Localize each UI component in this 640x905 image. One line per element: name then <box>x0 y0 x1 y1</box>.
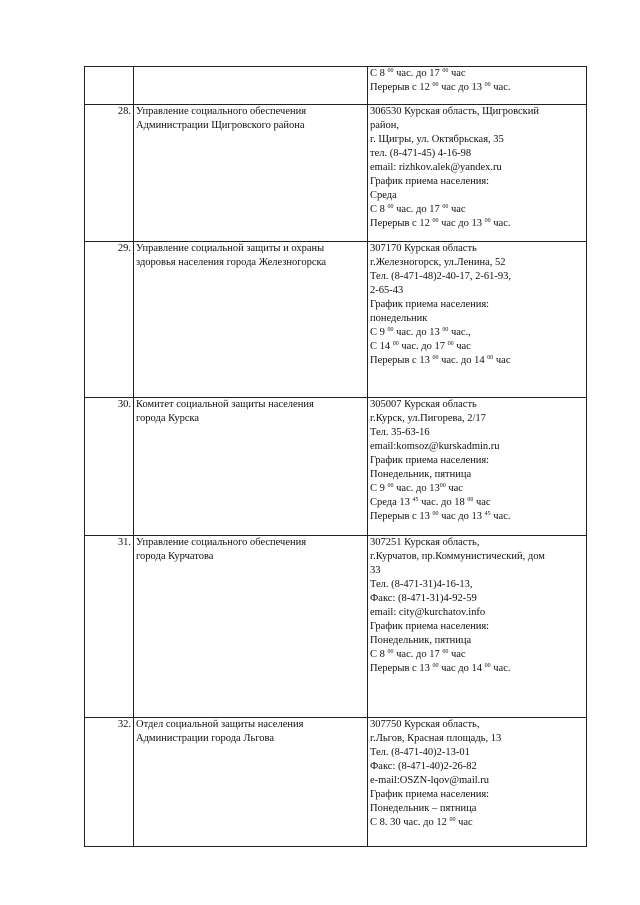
text-fragment: Перерыв с 12 <box>370 218 433 229</box>
text-fragment: час <box>448 649 466 660</box>
organization-name <box>134 536 368 718</box>
table-row <box>85 718 587 847</box>
organization-name <box>134 718 368 847</box>
text-line <box>370 105 584 119</box>
text-line <box>370 564 584 578</box>
text-fragment: час до 13 <box>438 511 485 522</box>
superscript-minutes: 00 <box>487 355 494 361</box>
text-fragment: час. до 13 <box>393 327 443 338</box>
text-line <box>370 634 584 648</box>
superscript-minutes: 00 <box>387 204 394 210</box>
text-line <box>370 816 584 830</box>
superscript-minutes: 00 <box>387 649 394 655</box>
text-line <box>370 217 584 231</box>
text-line: Управление социальной защиты и охраны <box>136 243 325 254</box>
text-line <box>370 426 584 440</box>
text-fragment: email: rizhkov.alek@yandex.ru <box>370 162 502 173</box>
text-fragment: час <box>455 817 473 828</box>
text-fragment: 307750 Курская область, <box>370 719 480 730</box>
text-fragment: Среда 13 <box>370 497 413 508</box>
organization-name <box>134 105 368 242</box>
text-fragment: час до 13 <box>438 82 485 93</box>
text-fragment: График приема населения: <box>370 176 490 187</box>
text-fragment: Понедельник, пятница <box>370 635 472 646</box>
text-fragment: г.Железногорск, ул.Ленина, 52 <box>370 257 506 268</box>
text-line <box>370 67 584 81</box>
text-fragment: График приема населения: <box>370 621 490 632</box>
text-line <box>370 592 584 606</box>
text-line <box>370 256 584 270</box>
superscript-minutes: 00 <box>467 497 474 503</box>
superscript-minutes: 00 <box>387 483 394 489</box>
contact-details <box>368 105 587 242</box>
text-fragment: e-mail:OSZN-lqov@mail.ru <box>370 775 490 786</box>
text-fragment: час <box>453 341 471 352</box>
text-fragment: Перерыв с 13 <box>370 511 433 522</box>
text-line <box>370 606 584 620</box>
text-fragment: С 9 <box>370 327 388 338</box>
text-fragment: г. Щигры, ул. Октябрьская, 35 <box>370 134 504 145</box>
text-line: города Курчатова <box>136 551 214 562</box>
text-fragment: email:komsoz@kurskadmin.ru <box>370 441 500 452</box>
text-line <box>370 189 584 203</box>
text-line <box>370 482 584 496</box>
text-fragment: час <box>473 497 491 508</box>
text-fragment: час. до 17 <box>393 649 443 660</box>
contact-details <box>368 718 587 847</box>
text-fragment: час. до 18 <box>418 497 468 508</box>
contact-details <box>368 67 587 105</box>
text-line <box>370 326 584 340</box>
text-line <box>370 133 584 147</box>
text-fragment: График приема населения: <box>370 299 490 310</box>
text-line <box>370 788 584 802</box>
text-line <box>370 242 584 256</box>
text-fragment: час. <box>490 218 511 229</box>
superscript-minutes: 00 <box>447 341 454 347</box>
text-line <box>370 454 584 468</box>
superscript-minutes: 00 <box>442 204 449 210</box>
text-line <box>370 147 584 161</box>
offices-table <box>84 66 587 847</box>
row-number: 28. <box>85 105 134 242</box>
text-fragment: час до 13 <box>438 218 485 229</box>
text-fragment: 307251 Курская область, <box>370 537 480 548</box>
text-fragment: email: city@kurchatov.info <box>370 607 486 618</box>
contact-details <box>368 398 587 536</box>
text-line: Управление социального обеспечения <box>136 537 307 548</box>
text-fragment: Тел. (8-471-40)2-13-01 <box>370 747 470 758</box>
superscript-minutes: 00 <box>484 82 491 88</box>
superscript-minutes: 00 <box>387 68 394 74</box>
text-fragment: Среда <box>370 190 397 201</box>
text-fragment: Факс: (8-471-40)2-26-82 <box>370 761 477 772</box>
text-fragment: 2-65-43 <box>370 285 404 296</box>
row-number: 30. <box>85 398 134 536</box>
text-fragment: г.Льгов, Красная площадь, 13 <box>370 733 502 744</box>
text-line <box>370 284 584 298</box>
text-line: города Курска <box>136 413 200 424</box>
organization-name <box>134 398 368 536</box>
text-line <box>370 496 584 510</box>
text-line <box>370 175 584 189</box>
superscript-minutes: 00 <box>449 817 456 823</box>
text-fragment: Тел. 35-63-16 <box>370 427 430 438</box>
text-fragment: час. до 13 <box>393 483 440 494</box>
superscript-minutes: 00 <box>484 663 491 669</box>
text-fragment: Перерыв с 13 <box>370 663 433 674</box>
row-number: 31. <box>85 536 134 718</box>
text-fragment: час. <box>490 82 511 93</box>
text-fragment: 307170 Курская область <box>370 243 477 254</box>
text-fragment: С 8. 30 час. до 12 <box>370 817 450 828</box>
text-fragment: График приема населения: <box>370 789 490 800</box>
text-line <box>370 270 584 284</box>
text-fragment: час. до 17 <box>393 68 443 79</box>
table-row <box>85 242 587 398</box>
text-line <box>370 161 584 175</box>
text-line <box>370 732 584 746</box>
text-line: здоровья населения города Железногорска <box>136 257 327 268</box>
text-fragment: Перерыв с 13 <box>370 355 433 366</box>
text-line <box>370 578 584 592</box>
text-line <box>370 412 584 426</box>
organization-name <box>134 67 368 105</box>
text-line: Администрации Щигровского района <box>136 120 305 131</box>
text-fragment: г.Курск, ул.Пигорева, 2/17 <box>370 413 486 424</box>
text-fragment: район, <box>370 120 400 131</box>
table-row <box>85 398 587 536</box>
text-line <box>370 718 584 732</box>
contact-details <box>368 536 587 718</box>
text-line <box>370 620 584 634</box>
text-line <box>370 510 584 524</box>
text-line <box>370 746 584 760</box>
text-line: Отдел социальной защиты населения <box>136 719 304 730</box>
superscript-minutes: 45 <box>484 511 491 517</box>
text-line <box>370 312 584 326</box>
text-fragment: С 8 <box>370 204 388 215</box>
superscript-minutes: 45 <box>412 497 419 503</box>
text-fragment: час. до 14 <box>438 355 488 366</box>
text-line <box>370 354 584 368</box>
superscript-minutes: 00 <box>432 511 439 517</box>
text-fragment: час. <box>490 511 511 522</box>
text-line <box>370 340 584 354</box>
superscript-minutes: 00 <box>432 355 439 361</box>
text-fragment: час. <box>490 663 511 674</box>
superscript-minutes: 00 <box>432 82 439 88</box>
superscript-minutes: 00 <box>442 649 449 655</box>
text-fragment: 306530 Курская область, Щигровский <box>370 106 539 117</box>
text-fragment: час. до 17 <box>398 341 448 352</box>
superscript-minutes: 00 <box>432 663 439 669</box>
organization-name <box>134 242 368 398</box>
text-line <box>370 119 584 133</box>
text-line <box>370 398 584 412</box>
text-fragment: Перерыв с 12 <box>370 82 433 93</box>
text-line <box>370 662 584 676</box>
row-number <box>85 67 134 105</box>
text-line <box>370 648 584 662</box>
text-line <box>370 203 584 217</box>
text-line: Управление социального обеспечения <box>136 106 307 117</box>
text-fragment: Понедельник, пятница <box>370 469 472 480</box>
text-fragment: час <box>448 68 466 79</box>
text-line <box>370 802 584 816</box>
text-fragment: С 8 <box>370 649 388 660</box>
text-line <box>370 81 584 95</box>
text-fragment: С 14 <box>370 341 393 352</box>
text-fragment: час <box>448 204 466 215</box>
text-line <box>370 774 584 788</box>
text-fragment: График приема населения: <box>370 455 490 466</box>
text-line: Комитет социальной защиты населения <box>136 399 314 410</box>
text-line <box>370 536 584 550</box>
table-row <box>85 105 587 242</box>
text-fragment: час <box>493 355 511 366</box>
text-fragment: час <box>445 483 463 494</box>
superscript-minutes: 00 <box>442 68 449 74</box>
contact-details <box>368 242 587 398</box>
text-fragment: С 8 <box>370 68 388 79</box>
text-fragment: Тел. (8-471-31)4-16-13, <box>370 579 473 590</box>
text-fragment: час. до 17 <box>393 204 443 215</box>
table-row <box>85 67 587 105</box>
text-fragment: час., <box>448 327 471 338</box>
superscript-minutes: 00 <box>484 218 491 224</box>
text-fragment: Факс: (8-471-31)4-92-59 <box>370 593 477 604</box>
text-line <box>370 550 584 564</box>
text-fragment: г.Курчатов, пр.Коммунистический, дом <box>370 551 545 562</box>
text-fragment: 33 <box>370 565 381 576</box>
text-line: Администрации города Льгова <box>136 733 275 744</box>
text-line <box>370 440 584 454</box>
text-fragment: Понедельник – пятница <box>370 803 477 814</box>
text-fragment: понедельник <box>370 313 428 324</box>
row-number: 29. <box>85 242 134 398</box>
text-fragment: час до 14 <box>438 663 485 674</box>
row-number: 32. <box>85 718 134 847</box>
superscript-minutes: 00 <box>392 341 399 347</box>
superscript-minutes: 00 <box>432 218 439 224</box>
text-fragment: С 9 <box>370 483 388 494</box>
text-fragment: 305007 Курская область <box>370 399 477 410</box>
text-fragment: тел. (8-471-45) 4-16-98 <box>370 148 472 159</box>
text-line <box>370 760 584 774</box>
superscript-minutes: 00 <box>387 327 394 333</box>
text-line <box>370 468 584 482</box>
superscript-minutes: 00 <box>439 483 446 489</box>
text-fragment: Тел. (8-471-48)2-40-17, 2-61-93, <box>370 271 512 282</box>
superscript-minutes: 00 <box>442 327 449 333</box>
table-row <box>85 536 587 718</box>
text-line <box>370 298 584 312</box>
